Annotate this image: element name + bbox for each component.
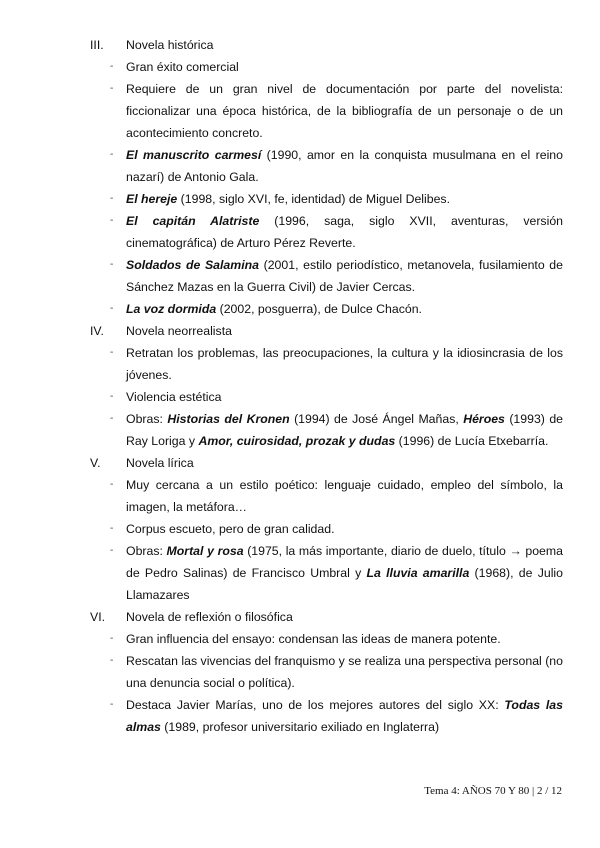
section-title: Novela lírica xyxy=(126,456,194,470)
item-text: Muy cercana a un estilo poético: lenguaje cuidado, empleo del símbolo, la imagen, la metáfora… xyxy=(126,478,563,514)
list-item xyxy=(0,628,563,650)
bullet-icon: - xyxy=(110,215,114,226)
bullet-icon: - xyxy=(110,413,114,424)
work-title: Historias del Kronen xyxy=(167,412,290,426)
item-text: Gran éxito comercial xyxy=(126,60,239,74)
list-item xyxy=(0,408,563,452)
item-text: (1968), de Julio Llamazares xyxy=(126,566,564,602)
item-text: (1996, saga, siglo XVII, aventuras, versión cinematográfica) de Arturo Pérez Reverte. xyxy=(126,214,563,250)
bullet-icon: - xyxy=(110,347,114,358)
item-text: Gran influencia del ensayo: condensan las ideas de manera potente. xyxy=(126,632,501,646)
section-heading xyxy=(0,606,600,628)
item-text: Obras: xyxy=(126,544,167,558)
bullet-icon: - xyxy=(110,61,114,72)
list-item xyxy=(0,78,563,144)
list-item xyxy=(0,342,563,386)
work-title: Soldados de Salamina xyxy=(126,258,259,272)
list-item xyxy=(0,144,563,188)
section-number: V. xyxy=(90,456,101,470)
bullet-icon: - xyxy=(110,545,114,556)
item-text: (1994) de José Ángel Mañas, xyxy=(289,412,464,426)
item-text: (1989, profesor universitario exiliado en Inglaterra) xyxy=(160,720,440,734)
bullet-icon: - xyxy=(110,633,114,644)
bullet-icon: - xyxy=(110,149,114,160)
work-title: El manuscrito carmesí xyxy=(126,148,262,162)
section-title: Novela neorrealista xyxy=(126,324,232,338)
section xyxy=(0,320,600,452)
list-item xyxy=(0,298,563,320)
page-footer: Tema 4: AÑOS 70 Y 80 | 2 / 12 xyxy=(424,785,562,797)
list-item xyxy=(0,210,563,254)
item-text: Requiere de un gran nivel de documentación por parte del novelista: ficcionalizar una época histórica, de la bibliografía de un personaje o de un acontecimiento concreto. xyxy=(126,82,563,140)
bullet-icon: - xyxy=(110,83,114,94)
work-title: La lluvia amarilla xyxy=(366,566,470,580)
item-text: (1996) de Lucía Etxebarría. xyxy=(395,434,549,448)
bullet-icon: - xyxy=(110,259,114,270)
bullet-icon: - xyxy=(110,655,114,666)
section xyxy=(0,34,600,320)
list-item xyxy=(0,650,563,694)
item-text: (1993) de Ray Loriga y xyxy=(126,412,563,448)
item-text: Corpus escueto, pero de gran calidad. xyxy=(126,522,335,536)
section-number: VI. xyxy=(90,610,106,624)
item-text: Retratan los problemas, las preocupaciones, la cultura y la idiosincrasia de los jóvenes. xyxy=(126,346,563,382)
bullet-icon: - xyxy=(110,523,114,534)
list-item xyxy=(0,694,563,738)
section-heading xyxy=(0,452,600,474)
list-item xyxy=(0,56,563,78)
bullet-icon: - xyxy=(110,193,114,204)
work-title: El hereje xyxy=(126,192,178,206)
section-number: III. xyxy=(90,38,104,52)
list-item xyxy=(0,386,563,408)
section xyxy=(0,606,600,738)
work-title: La voz dormida xyxy=(126,302,217,316)
item-text: Destaca Javier Marías, uno de los mejores autores del siglo XX: xyxy=(126,698,505,712)
list-item xyxy=(0,188,563,210)
list-item xyxy=(0,474,563,518)
work-title: El capitán Alatriste xyxy=(126,214,260,228)
bullet-icon: - xyxy=(110,699,114,710)
document-body xyxy=(0,34,600,738)
item-text: Rescatan las vivencias del franquismo y se realiza una perspectiva personal (no una denuncia social o política). xyxy=(126,654,563,690)
item-text: (1990, amor en la conquista musulmana en el reino nazarí) de Antonio Gala. xyxy=(126,148,563,184)
list-item xyxy=(0,540,563,606)
item-text: (1975, la más importante, diario de duelo, título → poema de Pedro Salinas) de Francisco Umbral y xyxy=(126,544,563,580)
section-number: IV. xyxy=(90,324,104,338)
section-heading xyxy=(0,320,600,342)
item-text: Violencia estética xyxy=(126,390,222,404)
list-item xyxy=(0,254,563,298)
bullet-icon: - xyxy=(110,391,114,402)
item-text: (2001, estilo periodístico, metanovela, fusilamiento de Sánchez Mazas en la Guerra Civil) de Javier Cercas. xyxy=(126,258,563,294)
work-title: Todas las almas xyxy=(126,698,563,734)
bullet-icon: - xyxy=(110,303,114,314)
section-heading xyxy=(0,34,600,56)
section-title: Novela histórica xyxy=(126,38,214,52)
item-text: (1998, siglo XVI, fe, identidad) de Miguel Delibes. xyxy=(177,192,451,206)
item-text: (2002, posguerra), de Dulce Chacón. xyxy=(216,302,422,316)
section-title: Novela de reflexión o filosófica xyxy=(126,610,293,624)
work-title: Amor, cuirosidad, prozak y dudas xyxy=(198,434,396,448)
list-item xyxy=(0,518,563,540)
bullet-icon: - xyxy=(110,479,114,490)
section xyxy=(0,452,600,606)
work-title: Héroes xyxy=(463,412,505,426)
item-text: Obras: xyxy=(126,412,168,426)
work-title: Mortal y rosa xyxy=(166,544,244,558)
